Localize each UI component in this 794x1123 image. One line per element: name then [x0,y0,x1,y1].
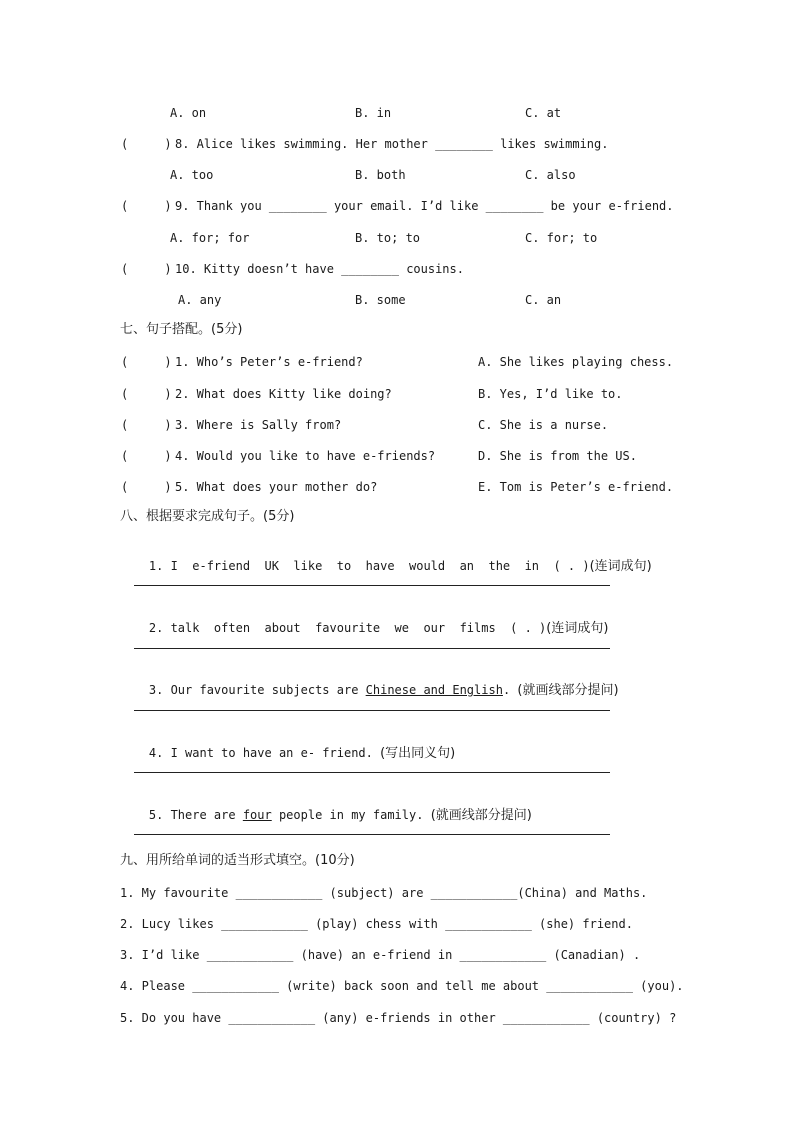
s8-q3-answer-line[interactable] [134,710,610,711]
s8-q5-text-post: people in my family. [271,808,431,822]
s7-item-1-paren[interactable]: ( ) [121,355,172,369]
q8-option-c: C. also [525,168,576,182]
s8-q3 [120,666,619,715]
s7-item-3-question: 3. Where is Sally from? [175,418,342,432]
q10-option-a: A. any [178,293,222,307]
q7-option-c: C. at [525,106,562,120]
q7-option-a: A. on [170,106,207,120]
q9-option-c: C. for; to [525,231,598,245]
s7-item-2-answer: B. Yes, I’d like to. [478,387,623,401]
s8-q4-text: 4. I want to have an e- friend. [148,746,381,760]
s8-q5-answer-line[interactable] [134,834,610,835]
s7-item-2-paren[interactable]: ( ) [121,387,172,401]
s8-q3-underlined: Chinese and English [365,683,503,697]
s7-item-4-answer: D. She is from the US. [478,449,637,463]
s9-item-2: 2. Lucy likes ____________ (play) chess with ____________ (she) friend. [120,917,633,931]
s8-q4-answer-line[interactable] [134,772,610,773]
s8-q1-answer-line[interactable] [134,585,610,586]
s8-q2 [120,604,608,653]
s7-item-4-paren[interactable]: ( ) [121,449,172,463]
q10-option-b: B. some [355,293,406,307]
q8-option-b: B. both [355,168,406,182]
section-7-title: 七、句子搭配。(5分) [120,322,243,337]
s7-item-1-answer: A. She likes playing chess. [478,355,674,369]
s7-item-5-answer: E. Tom is Peter’s e-friend. [478,480,674,494]
q8-question: 8. Alice likes swimming. Her mother ________ likes swimming. [175,137,609,151]
s9-item-4: 4. Please ____________ (write) back soon and tell me about ____________ (you). [120,979,684,993]
q10-option-c: C. an [525,293,562,307]
q10-answer-paren[interactable]: ( ) [121,262,172,276]
s8-q5-text-pre: 5. There are [148,808,243,822]
s8-q4 [120,729,455,778]
s9-item-3: 3. I’d like ____________ (have) an e-friend in ____________ (Canadian) . [120,948,641,962]
q8-option-a: A. too [170,168,214,182]
s8-q2-answer-line[interactable] [134,648,610,649]
q9-option-a: A. for; for [170,231,250,245]
q7-option-b: B. in [355,106,392,120]
s7-item-5-question: 5. What does your mother do? [175,480,378,494]
s8-q1 [120,542,652,591]
s7-item-5-paren[interactable]: ( ) [121,480,172,494]
s8-q2-instruction: (连词成句) [546,621,609,636]
s8-q2-text: 2. talk often about favourite we our films ( . ) [148,621,547,635]
s7-item-2-question: 2. What does Kitty like doing? [175,387,392,401]
q9-option-b: B. to; to [355,231,421,245]
s8-q1-text: 1. I e-friend UK like to have would an the in ( . ) [148,559,590,573]
s8-q5 [120,791,532,840]
q10-question: 10. Kitty doesn’t have ________ cousins. [175,262,464,276]
s8-q3-text-pre: 3. Our favourite subjects are [148,683,366,697]
section-9-title: 九、用所给单词的适当形式填空。(10分) [120,853,355,868]
s7-item-3-paren[interactable]: ( ) [121,418,172,432]
s8-q3-instruction: (就画线部分提问) [517,683,619,698]
s8-q3-text-post: . [502,683,518,697]
s9-item-1: 1. My favourite ____________ (subject) are ____________(China) and Maths. [120,886,648,900]
s8-q1-instruction: (连词成句) [589,559,652,574]
s9-item-5: 5. Do you have ____________ (any) e-friends in other ____________ (country) ? [120,1011,677,1025]
s7-item-1-question: 1. Who’s Peter’s e-friend? [175,355,363,369]
s7-item-4-question: 4. Would you like to have e-friends? [175,449,436,463]
q8-answer-paren[interactable]: ( ) [121,137,172,151]
s8-q5-instruction: (就画线部分提问) [430,808,532,823]
section-8-title: 八、根据要求完成句子。(5分) [120,509,295,524]
s8-q4-instruction: (写出同义句) [380,746,456,761]
s8-q5-underlined: four [242,808,272,822]
q9-question: 9. Thank you ________ your email. I’d like ________ be your e-friend. [175,199,674,213]
s7-item-3-answer: C. She is a nurse. [478,418,609,432]
q9-answer-paren[interactable]: ( ) [121,199,172,213]
